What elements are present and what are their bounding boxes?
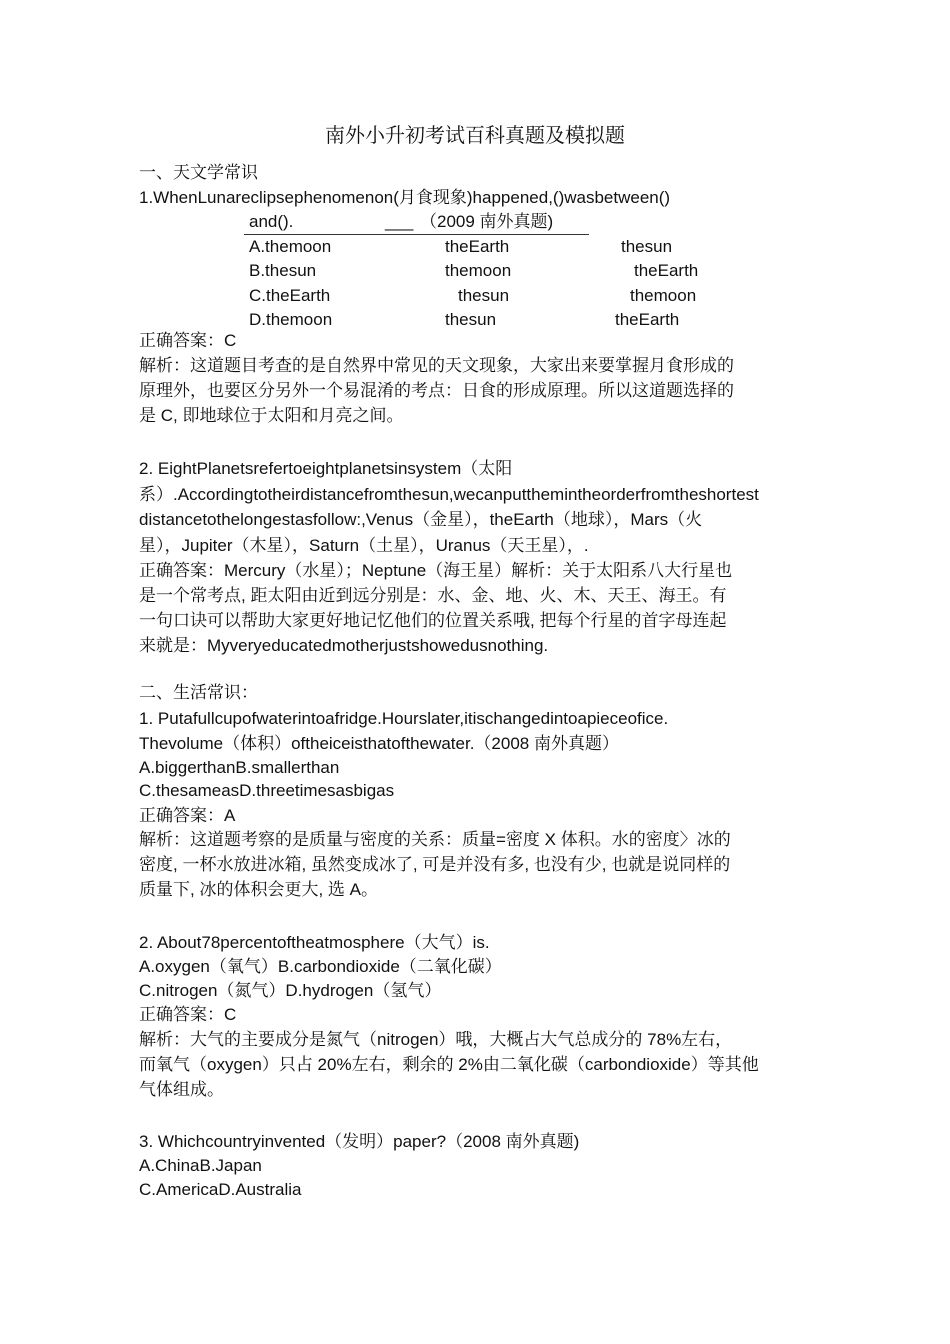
section-heading-life: 二、生活常识： [139, 683, 258, 702]
option-c-3: themoon [630, 286, 697, 305]
option-line: C.nitrogen（氮气）D.hydrogen（氢气） [139, 981, 442, 1000]
answer-line: 正确答案：C [139, 331, 237, 350]
analysis-line: 正确答案：Mercury（水星）；Neptune（海王星）解析：关于太阳系八大行星也 [139, 561, 733, 580]
question-text: 3. Whichcountryinvented（发明）paper?（2008 南外真题) [139, 1132, 580, 1151]
question-text: Thevolume（体积）oftheiceisthatofthewater.（2008 南外真题） [139, 734, 619, 753]
analysis-line: 原理外，也要区分另外一个易混淆的考点：日食的形成原理。所以这道题选择的 [139, 381, 734, 400]
analysis-line: 密度, 一杯水放进冰箱, 虽然变成冰了, 可是并没有多, 也没有少, 也就是说同样的 [139, 855, 731, 874]
option-line: C.AmericaD.Australia [139, 1180, 302, 1199]
section-heading-astronomy: 一、天文学常识 [139, 163, 258, 182]
question-2-text: distancetothelongestasfollow:,Venus（金星），theEarth（地球），Mars（火 [139, 510, 703, 529]
analysis-line: 解析：这道题考察的是质量与密度的关系：质量=密度 X 体积。水的密度〉冰的 [139, 830, 731, 849]
option-line: A.biggerthanB.smallerthan [139, 758, 340, 777]
option-d-2: thesun [445, 310, 497, 329]
analysis-line: 而氧气（oxygen）只占 20%左右，剩余的 2%由二氧化碳（carbondioxide）等其他 [139, 1055, 759, 1074]
option-line: C.thesameasD.threetimesasbigas [139, 781, 395, 800]
analysis-line: 一句口诀可以帮助大家更好地记忆他们的位置关系哦, 把每个行星的首字母连起 [139, 611, 727, 630]
document-title: 南外小升初考试百科真题及模拟题 [325, 123, 625, 147]
question-2-text: 星），Jupiter（木星），Saturn（土星），Uranus（天王星），. [139, 536, 589, 555]
answer-line: 正确答案：C [139, 1005, 237, 1024]
option-c-1: C.theEarth [249, 286, 331, 305]
analysis-line: 质量下, 冰的体积会更大, 选 A。 [139, 880, 378, 899]
option-a-1: A.themoon [249, 237, 332, 256]
analysis-line: 解析：大气的主要成分是氮气（nitrogen）哦，大概占大气总成分的 78%左右， [139, 1030, 733, 1049]
option-line: A.ChinaB.Japan [139, 1156, 262, 1175]
option-a-3: thesun [621, 237, 673, 256]
option-c-2: thesun [458, 286, 510, 305]
question-1-text-cont: and(). [249, 212, 294, 231]
question-1-text: 1.WhenLunareclipsephenomenon(月食现象)happened,()wasbetween() [139, 188, 671, 207]
analysis-line: 解析：这道题目考查的是自然界中常见的天文现象，大家出来要掌握月食形成的 [139, 356, 734, 375]
question-text: 2. About78percentoftheatmosphere（大气）is. [139, 933, 490, 952]
option-line: A.oxygen（氧气）B.carbondioxide（二氧化碳） [139, 957, 502, 976]
analysis-line: 气体组成。 [139, 1080, 224, 1099]
table-rule [244, 234, 589, 235]
question-source: （2009 南外真题) [420, 212, 554, 231]
question-2-text: 系）.Accordingtotheirdistancefromthesun,wecanputthemintheorderfromtheshortest [139, 485, 759, 504]
answer-line: 正确答案：A [139, 806, 236, 825]
answer-blank: ___ [385, 212, 414, 231]
analysis-line: 是一个常考点, 距太阳由近到远分别是：水、金、地、火、木、天王、海王。有 [139, 586, 727, 605]
option-a-2: theEarth [445, 237, 510, 256]
option-d-1: D.themoon [249, 310, 333, 329]
option-b-1: B.thesun [249, 261, 317, 280]
analysis-line: 是 C, 即地球位于太阳和月亮之间。 [139, 406, 404, 425]
question-2-text: 2. EightPlanetsrefertoeightplanetsinsystem（太阳 [139, 459, 513, 478]
question-text: 1. Putafullcupofwaterintoafridge.Hourslater,itischangedintoapieceofice. [139, 709, 669, 728]
option-b-2: themoon [445, 261, 512, 280]
analysis-line: 来就是：Myveryeducatedmotherjustshowedusnothing. [139, 636, 549, 655]
option-b-3: theEarth [634, 261, 699, 280]
option-d-3: theEarth [615, 310, 680, 329]
